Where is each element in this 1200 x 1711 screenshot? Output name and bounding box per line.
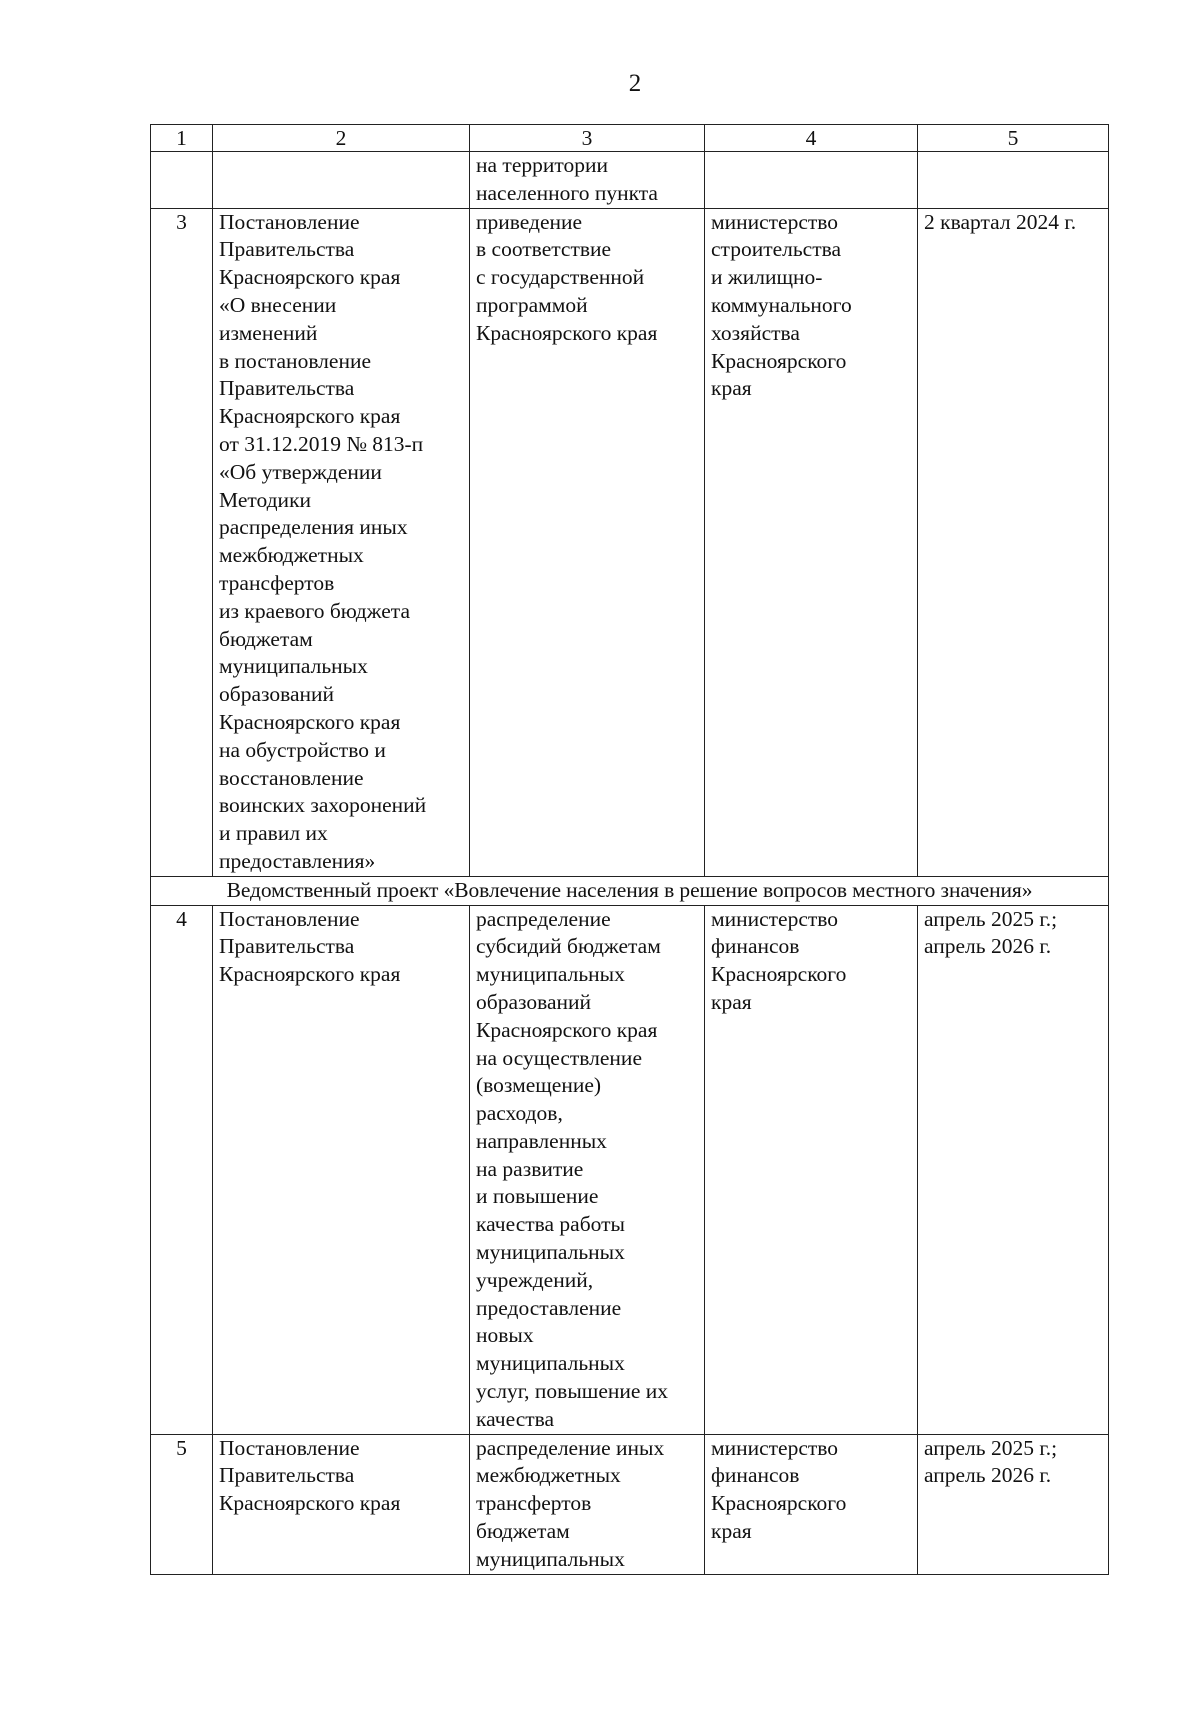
table-row — [151, 208, 1109, 876]
column-header-2: 2 — [213, 125, 470, 152]
purpose-cell: распределение субсидий бюджетам муниципальных образований Красноярского края на осуществление (возмещение) расходов, направленных на развитие и повышение качества работы муниципальных учреждений, предоставление новых муниципальных услуг, повышение их качества — [470, 905, 705, 1434]
table-row — [151, 1434, 1109, 1574]
purpose-cell: приведение в соответствие с государственной программой Красноярского края — [470, 208, 705, 876]
column-header-4: 4 — [705, 125, 918, 152]
row-number-cell — [151, 152, 213, 209]
document-cell: Постановление Правительства Красноярского края — [213, 905, 470, 1434]
responsible-cell: министерство строительства и жилищно- коммунального хозяйства Красноярского края — [705, 208, 918, 876]
page-number: 2 — [628, 70, 642, 97]
table-header-row — [151, 125, 1109, 152]
purpose-cell: на территории населенного пункта — [470, 152, 705, 209]
document-cell — [213, 152, 470, 209]
section-header-row — [151, 876, 1109, 905]
responsible-cell: министерство финансов Красноярского края — [705, 1434, 918, 1574]
deadline-cell — [918, 152, 1109, 209]
row-number-cell: 3 — [151, 208, 213, 876]
column-header-1: 1 — [151, 125, 213, 152]
deadline-cell: апрель 2025 г.; апрель 2026 г. — [918, 905, 1109, 1434]
responsible-cell: министерство финансов Красноярского края — [705, 905, 918, 1434]
document-cell: Постановление Правительства Красноярского края «О внесении изменений в постановление Правительства Красноярского края от 31.12.2019 № 813-п «Об утверждении Методики распределения иных межбюджетных трансфертов из краевого бюджета бюджетам муниципальных образований Красноярского края на обустройство и восстановление воинских захоронений и правил их предоставления» — [213, 208, 470, 876]
document-cell: Постановление Правительства Красноярского края — [213, 1434, 470, 1574]
purpose-cell: распределение иных межбюджетных трансфертов бюджетам муниципальных — [470, 1434, 705, 1574]
column-header-5: 5 — [918, 125, 1109, 152]
responsible-cell — [705, 152, 918, 209]
deadline-cell: апрель 2025 г.; апрель 2026 г. — [918, 1434, 1109, 1574]
deadline-cell: 2 квартал 2024 г. — [918, 208, 1109, 876]
table-row-continued — [151, 152, 1109, 209]
column-header-3: 3 — [470, 125, 705, 152]
table-row — [151, 905, 1109, 1434]
row-number-cell: 4 — [151, 905, 213, 1434]
row-number-cell: 5 — [151, 1434, 213, 1574]
measures-table — [150, 124, 1109, 1575]
section-title: Ведомственный проект «Вовлечение населения в решение вопросов местного значения» — [151, 876, 1109, 905]
